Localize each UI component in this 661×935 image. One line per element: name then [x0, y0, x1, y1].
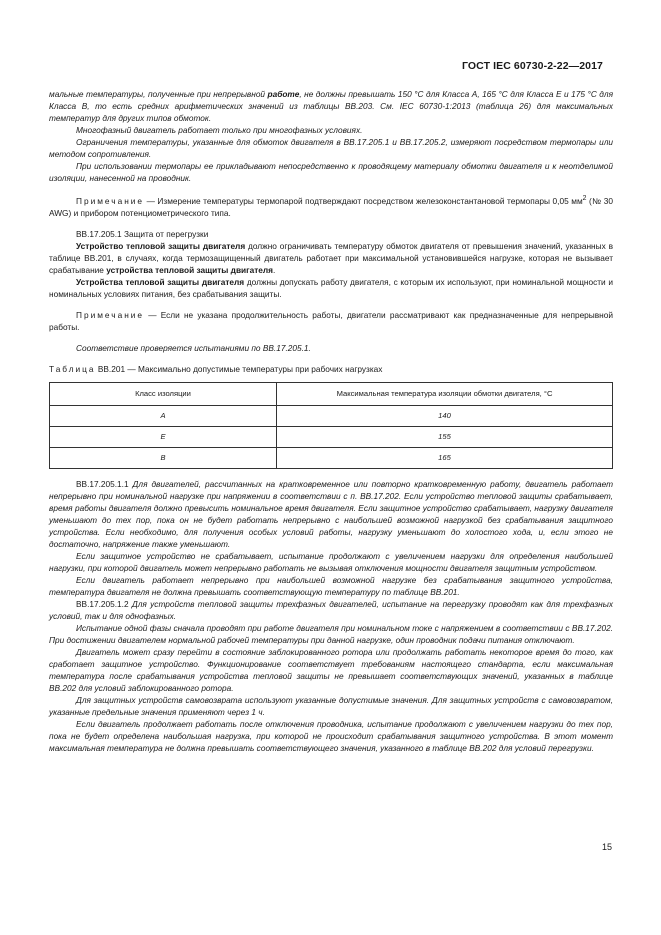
paragraph: Многофазный двигатель работает только при многофазных условиях.: [76, 125, 363, 135]
paragraph: Двигатель может сразу перейти в состояние заблокированного ротора или продолжать работать некоторое время до того, как сработает защитное устройство. Функционирование соответствует требованиям настоящего стандарта, если максимальная температура после срабатывания устройства тепловой защиты не превышает соответствующих значений, указанных в таблице ВВ.202 для условий заблокированного ротора.: [49, 646, 613, 693]
paragraph: При использовании термопары ее прикладывают непосредственно к проводящему материалу обмотки двигателя и к неотделимой изоляции, нанесенной на проводник.: [49, 161, 613, 183]
paragraph: Для защитных устройств самовозврата используют указанные допустимые значения. Для защитных устройств с самовозвратом, указанные предельные значения применяют через 1 ч.: [49, 694, 613, 717]
note-label: Примечание: [76, 309, 145, 320]
paragraph: ВВ.17.205.1.1 Для двигателей, рассчитанных на кратковременное или повторно кратковременную работу, двигатель работает непрерывно при номинальной нагрузке при напряжении в соответствии с п. ВВ.17.202. Если устройство тепловой защиты срабатывает, время работы двигателя должно превысить номинальное время двигателя. Если защитное устройство срабатывает, нагрузку двигателя уменьшают до тех пор, пока он не будет работать непрерывно с наибольшей возможной нагрузкой без срабатывания защитного устройства. Если необходимо, для получения особых условий работы, нагрузку уменьшают до холостого хода, и, если этого не достаточно, напряжение также уменьшают.: [49, 478, 613, 549]
paragraph: Если двигатель работает непрерывно при наибольшей возможной нагрузке без срабатывания защитного устройства, температура двигателя не должна превышать соответствующую температуру по таблице ВВ.201.: [49, 574, 613, 597]
paragraph: мальные температуры, полученные при непрерывной работе, не должны превышать 150 °С для Класса А, 165 °С для Класса Е и 175 °С для Класса В, то есть средних арифметических значений из таблицы ВВ.203. См. IEC 60730-1:2013 (таблица 26) для максимальных температур для других типов обмоток.: [49, 89, 613, 123]
paragraph: Если защитное устройство не срабатывает, испытание продолжают с увеличением нагрузки для определения наибольшей нагрузки, при которой двигатель может непрерывно работать не вызывая отключения мощности двигателя защитным устройством.: [49, 550, 613, 573]
max-temperature: 140: [277, 405, 613, 426]
insulation-class: В: [50, 447, 277, 468]
insulation-class: Е: [50, 426, 277, 447]
paragraph: Ограничения температуры, указанные для обмоток двигателя в ВВ.17.205.1 и ВВ.17.205.2, измеряют посредством термопары или методом сопротивления.: [49, 137, 613, 159]
paragraph: Если двигатель продолжает работать после отключения проводника, испытание продолжают с увеличением нагрузки до тех пор, пока не будет определена наибольшая нагрузка, при которой не происходит срабатывания защитного устройства. В этот момент максимальная температура не должна превышать соответствующего значения, указанного в таблице ВВ.202 для условий перегрузки.: [49, 718, 613, 753]
column-header-class: Класс изоляции: [50, 382, 277, 405]
paragraph: Устройство тепловой защиты двигателя должно ограничивать температуру обмоток двигателя от превышения значений, указанных в таблице ВВ.201, в случаях, когда термозащищенный двигатель работает при максимальной установившейся нагрузке, которая не вызывает срабатывание устройства тепловой защиты двигателя.: [49, 240, 613, 275]
max-temperature: 155: [277, 426, 613, 447]
temperature-table: [49, 382, 613, 469]
page-number: 15: [601, 842, 612, 852]
column-header-temperature: Максимальная температура изоляции обмотки двигателя, °С: [277, 382, 613, 405]
page-content: [49, 88, 613, 754]
table-row: [50, 447, 613, 468]
document-code: ГОСТ IEC 60730-2-22—2017: [461, 60, 603, 72]
max-temperature: 165: [277, 447, 613, 468]
compliance-statement: Соответствие проверяется испытаниями по ВВ.17.205.1.: [76, 342, 311, 353]
insulation-class: А: [50, 405, 277, 426]
paragraph: ВВ.17.205.1.2 Для устройств тепловой защиты трехфазных двигателей, испытание на перегрузку проводят как для трехфазных условий, так и для однофазных.: [49, 598, 613, 621]
note-label: Примечание: [76, 195, 145, 206]
note: Примечание — Если не указана продолжительность работы, двигатели рассматривают как предназначенные для непрерывной работы.: [49, 309, 613, 332]
section-heading: ВВ.17.205.1 Защита от перегрузки: [76, 228, 209, 239]
paragraph: Устройства тепловой защиты двигателя должны допускать работу двигателя, с которым их используют, при номинальной мощности и номинальных условиях питания, без срабатывания защиты.: [49, 276, 613, 299]
note: Примечание — Измерение температуры термопарой подтверждают посредством железоконстантановой термопары 0,05 $мм^2$ (№ 30 AWG) и прибором потенциометрического типа.: [49, 195, 613, 218]
table-row: [50, 426, 613, 447]
paragraph: Испытание одной фазы сначала проводят при работе двигателя при номинальном токе с напряжением в соответствии с ВВ.17.202. При достижении двигателем нормальной рабочей температуры при данной нагрузке, один проводник подачи питания отключают.: [49, 622, 613, 645]
table-caption: Таблица ВВ.201 — Максимально допустимые температуры при рабочих нагрузках: [49, 363, 383, 374]
table-row: [50, 405, 613, 426]
